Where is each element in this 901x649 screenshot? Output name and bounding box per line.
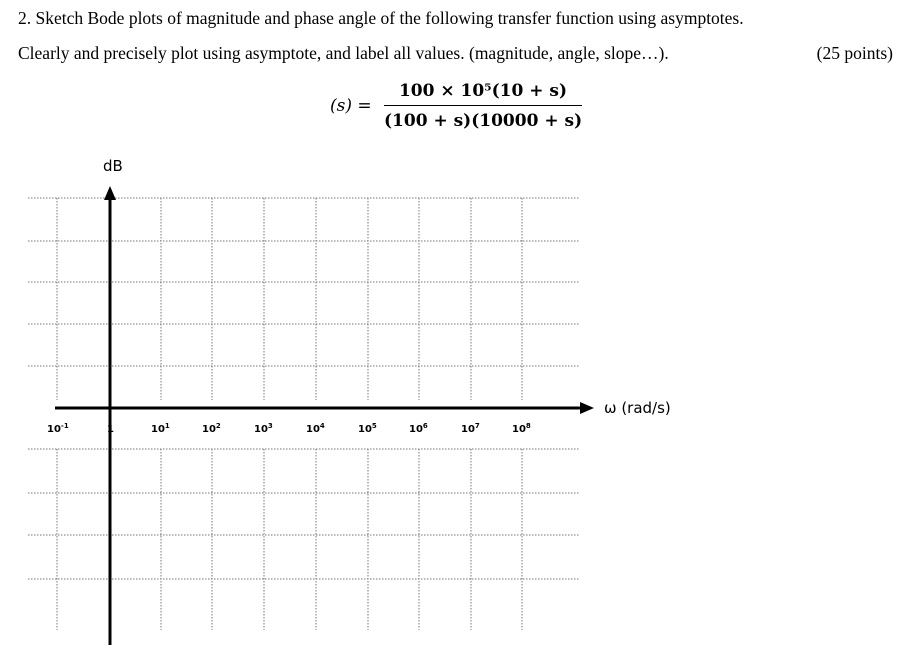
- x-axis-label: ω (rad/s): [604, 399, 671, 417]
- formula-lhs: [330, 96, 372, 116]
- tick-label: $10^5$: [358, 422, 377, 435]
- y-axis-arrow-icon: [104, 186, 116, 200]
- tick-label: $10^3$: [254, 422, 273, 435]
- tick-label: $10^8$: [512, 422, 531, 435]
- formula-lhs-var: (s): [330, 96, 352, 116]
- tick-label: 1: [107, 424, 114, 435]
- tick-label: $10^2$: [202, 422, 221, 435]
- tick-label: $10^6$: [409, 422, 428, 435]
- formula-numerator: 100 × 10⁵(10 + s): [398, 81, 568, 101]
- points-label: (25 points): [816, 43, 893, 63]
- formula-fraction: [384, 78, 582, 134]
- tick-label: $10^4$: [306, 422, 325, 435]
- question-line-1: 2. Sketch Bode plots of magnitude and phase angle of the following transfer function using asymptotes.: [18, 8, 744, 28]
- tick-label: $10^1$: [151, 422, 170, 435]
- bode-graph-grid: [0, 150, 901, 649]
- x-axis-arrow-icon: [580, 402, 594, 414]
- y-axis-label: dB: [103, 157, 123, 175]
- tick-label: $10^{-1}$: [47, 422, 69, 435]
- tick-labels: [47, 422, 531, 435]
- tick-label: $10^7$: [461, 422, 480, 435]
- question-line-2: Clearly and precisely plot using asymptote, and label all values. (magnitude, angle, slope…).: [18, 43, 669, 63]
- fraction-bar: [384, 105, 582, 106]
- formula-equals: =: [357, 96, 372, 116]
- formula-denominator: (100 + s)(10000 + s): [384, 111, 583, 131]
